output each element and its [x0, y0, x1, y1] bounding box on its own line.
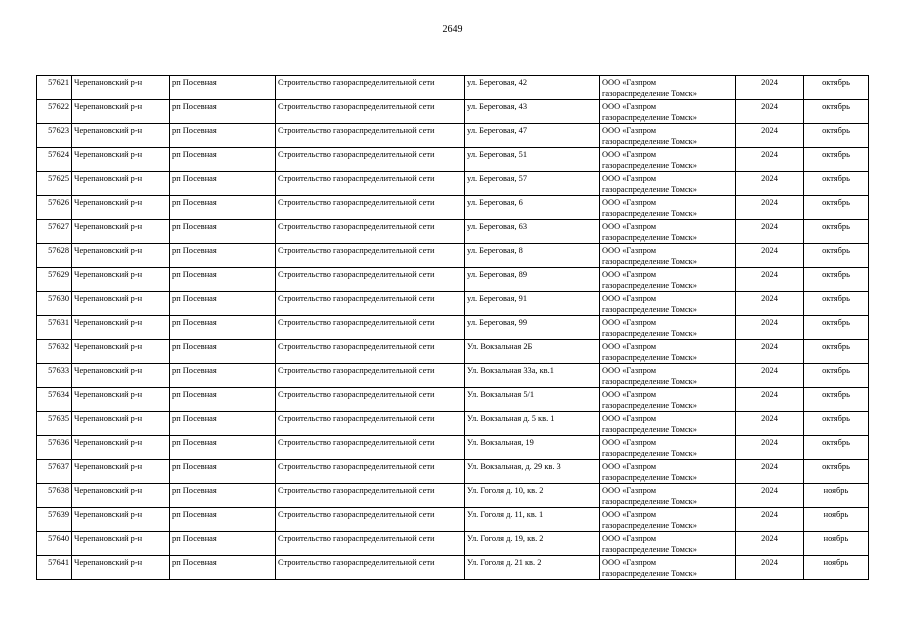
cell-work-type: Строительство газораспределительной сети	[276, 388, 465, 412]
cell-district: Черепановский р-н	[72, 172, 170, 196]
org-line-1: ООО «Газпром	[602, 102, 657, 111]
cell-number: 57628	[37, 244, 72, 268]
cell-month: октябрь	[804, 148, 869, 172]
org-line-1: ООО «Газпром	[602, 270, 657, 279]
cell-address: ул. Береговая, 91	[465, 292, 600, 316]
cell-month: ноябрь	[804, 556, 869, 580]
cell-settlement: рп Посевная	[170, 388, 276, 412]
cell-organization	[600, 484, 736, 508]
org-line-2: газораспределение Томск»	[602, 233, 697, 242]
cell-district: Черепановский р-н	[72, 316, 170, 340]
cell-organization	[600, 148, 736, 172]
cell-month: октябрь	[804, 244, 869, 268]
cell-address: ул. Береговая, 51	[465, 148, 600, 172]
cell-year: 2024	[736, 244, 804, 268]
cell-address: Ул. Вокзальная 5/1	[465, 388, 600, 412]
table-row	[37, 508, 869, 532]
cell-settlement: рп Посевная	[170, 484, 276, 508]
cell-number: 57634	[37, 388, 72, 412]
cell-month: октябрь	[804, 124, 869, 148]
cell-month: октябрь	[804, 364, 869, 388]
org-line-2: газораспределение Томск»	[602, 497, 697, 506]
cell-settlement: рп Посевная	[170, 100, 276, 124]
org-line-2: газораспределение Томск»	[602, 113, 697, 122]
table-body	[37, 76, 869, 580]
cell-month: ноябрь	[804, 508, 869, 532]
cell-settlement: рп Посевная	[170, 436, 276, 460]
cell-address: Ул. Гоголя д. 10, кв. 2	[465, 484, 600, 508]
org-line-1: ООО «Газпром	[602, 246, 657, 255]
cell-number: 57621	[37, 76, 72, 100]
cell-year: 2024	[736, 364, 804, 388]
table-row	[37, 412, 869, 436]
cell-organization	[600, 124, 736, 148]
org-line-1: ООО «Газпром	[602, 78, 657, 87]
cell-settlement: рп Посевная	[170, 364, 276, 388]
cell-settlement: рп Посевная	[170, 220, 276, 244]
cell-year: 2024	[736, 508, 804, 532]
cell-settlement: рп Посевная	[170, 532, 276, 556]
cell-district: Черепановский р-н	[72, 484, 170, 508]
cell-work-type: Строительство газораспределительной сети	[276, 460, 465, 484]
cell-organization	[600, 340, 736, 364]
cell-year: 2024	[736, 388, 804, 412]
cell-number: 57637	[37, 460, 72, 484]
cell-district: Черепановский р-н	[72, 532, 170, 556]
table-row	[37, 364, 869, 388]
cell-month: ноябрь	[804, 484, 869, 508]
cell-district: Черепановский р-н	[72, 508, 170, 532]
cell-settlement: рп Посевная	[170, 508, 276, 532]
cell-address: ул. Береговая, 99	[465, 316, 600, 340]
org-line-2: газораспределение Томск»	[602, 305, 697, 314]
cell-number: 57629	[37, 268, 72, 292]
org-line-2: газораспределение Томск»	[602, 401, 697, 410]
table-row	[37, 316, 869, 340]
cell-district: Черепановский р-н	[72, 436, 170, 460]
org-line-1: ООО «Газпром	[602, 150, 657, 159]
cell-address: ул. Береговая, 63	[465, 220, 600, 244]
cell-work-type: Строительство газораспределительной сети	[276, 532, 465, 556]
cell-district: Черепановский р-н	[72, 76, 170, 100]
registry-table	[36, 75, 869, 580]
cell-year: 2024	[736, 196, 804, 220]
table-row	[37, 292, 869, 316]
org-line-2: газораспределение Томск»	[602, 185, 697, 194]
org-line-1: ООО «Газпром	[602, 222, 657, 231]
org-line-2: газораспределение Томск»	[602, 161, 697, 170]
org-line-1: ООО «Газпром	[602, 558, 657, 567]
cell-year: 2024	[736, 76, 804, 100]
org-line-2: газораспределение Томск»	[602, 473, 697, 482]
cell-address: Ул. Гоголя д. 19, кв. 2	[465, 532, 600, 556]
org-line-1: ООО «Газпром	[602, 294, 657, 303]
cell-month: октябрь	[804, 292, 869, 316]
cell-number: 57641	[37, 556, 72, 580]
cell-organization	[600, 388, 736, 412]
table-row	[37, 340, 869, 364]
cell-month: октябрь	[804, 460, 869, 484]
org-line-2: газораспределение Томск»	[602, 425, 697, 434]
org-line-1: ООО «Газпром	[602, 390, 657, 399]
cell-district: Черепановский р-н	[72, 388, 170, 412]
cell-organization	[600, 268, 736, 292]
cell-address: ул. Береговая, 8	[465, 244, 600, 268]
cell-organization	[600, 556, 736, 580]
cell-year: 2024	[736, 412, 804, 436]
cell-year: 2024	[736, 316, 804, 340]
cell-district: Черепановский р-н	[72, 364, 170, 388]
cell-district: Черепановский р-н	[72, 124, 170, 148]
org-line-2: газораспределение Томск»	[602, 209, 697, 218]
cell-month: октябрь	[804, 412, 869, 436]
cell-month: ноябрь	[804, 532, 869, 556]
cell-settlement: рп Посевная	[170, 556, 276, 580]
cell-district: Черепановский р-н	[72, 460, 170, 484]
org-line-1: ООО «Газпром	[602, 126, 657, 135]
cell-month: октябрь	[804, 436, 869, 460]
cell-month: октябрь	[804, 220, 869, 244]
org-line-1: ООО «Газпром	[602, 510, 657, 519]
cell-year: 2024	[736, 436, 804, 460]
table-row	[37, 460, 869, 484]
cell-district: Черепановский р-н	[72, 148, 170, 172]
table-row	[37, 556, 869, 580]
table-row	[37, 532, 869, 556]
cell-organization	[600, 76, 736, 100]
table-row	[37, 100, 869, 124]
cell-month: октябрь	[804, 388, 869, 412]
cell-work-type: Строительство газораспределительной сети	[276, 316, 465, 340]
cell-settlement: рп Посевная	[170, 76, 276, 100]
org-line-2: газораспределение Томск»	[602, 449, 697, 458]
org-line-1: ООО «Газпром	[602, 366, 657, 375]
cell-number: 57622	[37, 100, 72, 124]
cell-organization	[600, 508, 736, 532]
cell-settlement: рп Посевная	[170, 340, 276, 364]
cell-district: Черепановский р-н	[72, 244, 170, 268]
org-line-1: ООО «Газпром	[602, 438, 657, 447]
org-line-1: ООО «Газпром	[602, 342, 657, 351]
cell-settlement: рп Посевная	[170, 460, 276, 484]
org-line-2: газораспределение Томск»	[602, 545, 697, 554]
cell-year: 2024	[736, 124, 804, 148]
cell-address: ул. Береговая, 89	[465, 268, 600, 292]
cell-work-type: Строительство газораспределительной сети	[276, 436, 465, 460]
cell-number: 57636	[37, 436, 72, 460]
cell-organization	[600, 292, 736, 316]
table-row	[37, 388, 869, 412]
cell-address: Ул. Гоголя д. 21 кв. 2	[465, 556, 600, 580]
cell-address: ул. Береговая, 43	[465, 100, 600, 124]
cell-work-type: Строительство газораспределительной сети	[276, 556, 465, 580]
cell-year: 2024	[736, 148, 804, 172]
org-line-1: ООО «Газпром	[602, 534, 657, 543]
cell-settlement: рп Посевная	[170, 148, 276, 172]
cell-work-type: Строительство газораспределительной сети	[276, 268, 465, 292]
table-row	[37, 76, 869, 100]
table-row	[37, 124, 869, 148]
org-line-2: газораспределение Томск»	[602, 377, 697, 386]
cell-number: 57624	[37, 148, 72, 172]
cell-work-type: Строительство газораспределительной сети	[276, 76, 465, 100]
cell-month: октябрь	[804, 268, 869, 292]
org-line-2: газораспределение Томск»	[602, 257, 697, 266]
table-row	[37, 436, 869, 460]
cell-year: 2024	[736, 532, 804, 556]
cell-work-type: Строительство газораспределительной сети	[276, 292, 465, 316]
cell-year: 2024	[736, 484, 804, 508]
cell-work-type: Строительство газораспределительной сети	[276, 340, 465, 364]
cell-settlement: рп Посевная	[170, 244, 276, 268]
cell-district: Черепановский р-н	[72, 220, 170, 244]
cell-district: Черепановский р-н	[72, 292, 170, 316]
cell-number: 57626	[37, 196, 72, 220]
org-line-2: газораспределение Томск»	[602, 353, 697, 362]
cell-address: Ул. Вокзальная 2Б	[465, 340, 600, 364]
cell-district: Черепановский р-н	[72, 556, 170, 580]
table-row	[37, 148, 869, 172]
cell-year: 2024	[736, 172, 804, 196]
cell-work-type: Строительство газораспределительной сети	[276, 484, 465, 508]
cell-number: 57625	[37, 172, 72, 196]
cell-work-type: Строительство газораспределительной сети	[276, 148, 465, 172]
cell-district: Черепановский р-н	[72, 196, 170, 220]
cell-work-type: Строительство газораспределительной сети	[276, 172, 465, 196]
cell-year: 2024	[736, 340, 804, 364]
cell-month: октябрь	[804, 76, 869, 100]
cell-year: 2024	[736, 100, 804, 124]
cell-number: 57632	[37, 340, 72, 364]
cell-district: Черепановский р-н	[72, 340, 170, 364]
org-line-2: газораспределение Томск»	[602, 521, 697, 530]
cell-address: Ул. Вокзальная 33а, кв.1	[465, 364, 600, 388]
table-row	[37, 244, 869, 268]
org-line-1: ООО «Газпром	[602, 486, 657, 495]
cell-month: октябрь	[804, 340, 869, 364]
table-row	[37, 172, 869, 196]
cell-work-type: Строительство газораспределительной сети	[276, 100, 465, 124]
org-line-1: ООО «Газпром	[602, 198, 657, 207]
cell-settlement: рп Посевная	[170, 124, 276, 148]
cell-number: 57635	[37, 412, 72, 436]
org-line-1: ООО «Газпром	[602, 174, 657, 183]
cell-work-type: Строительство газораспределительной сети	[276, 508, 465, 532]
cell-address: ул. Береговая, 47	[465, 124, 600, 148]
cell-organization	[600, 100, 736, 124]
cell-number: 57639	[37, 508, 72, 532]
cell-work-type: Строительство газораспределительной сети	[276, 364, 465, 388]
cell-year: 2024	[736, 292, 804, 316]
cell-organization	[600, 172, 736, 196]
cell-address: Ул. Вокзальная, д. 29 кв. 3	[465, 460, 600, 484]
cell-address: Ул. Вокзальная, 19	[465, 436, 600, 460]
cell-settlement: рп Посевная	[170, 316, 276, 340]
cell-number: 57627	[37, 220, 72, 244]
org-line-1: ООО «Газпром	[602, 414, 657, 423]
cell-organization	[600, 412, 736, 436]
table-row	[37, 484, 869, 508]
org-line-1: ООО «Газпром	[602, 462, 657, 471]
cell-address: ул. Береговая, 57	[465, 172, 600, 196]
cell-month: октябрь	[804, 172, 869, 196]
cell-settlement: рп Посевная	[170, 172, 276, 196]
cell-district: Черепановский р-н	[72, 268, 170, 292]
table-row	[37, 220, 869, 244]
org-line-2: газораспределение Томск»	[602, 89, 697, 98]
cell-number: 57640	[37, 532, 72, 556]
cell-work-type: Строительство газораспределительной сети	[276, 244, 465, 268]
org-line-1: ООО «Газпром	[602, 318, 657, 327]
org-line-2: газораспределение Томск»	[602, 137, 697, 146]
cell-organization	[600, 316, 736, 340]
cell-settlement: рп Посевная	[170, 292, 276, 316]
table-row	[37, 196, 869, 220]
cell-address: Ул. Вокзальная д. 5 кв. 1	[465, 412, 600, 436]
cell-organization	[600, 220, 736, 244]
cell-year: 2024	[736, 556, 804, 580]
cell-organization	[600, 460, 736, 484]
page-number: 2649	[442, 24, 463, 35]
cell-number: 57633	[37, 364, 72, 388]
cell-year: 2024	[736, 220, 804, 244]
cell-organization	[600, 364, 736, 388]
cell-year: 2024	[736, 460, 804, 484]
cell-number: 57631	[37, 316, 72, 340]
cell-month: октябрь	[804, 100, 869, 124]
cell-work-type: Строительство газораспределительной сети	[276, 196, 465, 220]
cell-work-type: Строительство газораспределительной сети	[276, 124, 465, 148]
cell-organization	[600, 244, 736, 268]
cell-district: Черепановский р-н	[72, 100, 170, 124]
cell-year: 2024	[736, 268, 804, 292]
cell-month: октябрь	[804, 196, 869, 220]
cell-organization	[600, 532, 736, 556]
cell-number: 57638	[37, 484, 72, 508]
cell-organization	[600, 436, 736, 460]
cell-work-type: Строительство газораспределительной сети	[276, 220, 465, 244]
cell-number: 57623	[37, 124, 72, 148]
cell-address: ул. Береговая, 42	[465, 76, 600, 100]
cell-address: ул. Береговая, 6	[465, 196, 600, 220]
org-line-2: газораспределение Томск»	[602, 281, 697, 290]
cell-settlement: рп Посевная	[170, 268, 276, 292]
cell-organization	[600, 196, 736, 220]
cell-month: октябрь	[804, 316, 869, 340]
cell-settlement: рп Посевная	[170, 196, 276, 220]
cell-address: Ул. Гоголя д. 11, кв. 1	[465, 508, 600, 532]
org-line-2: газораспределение Томск»	[602, 569, 697, 578]
cell-work-type: Строительство газораспределительной сети	[276, 412, 465, 436]
cell-number: 57630	[37, 292, 72, 316]
cell-settlement: рп Посевная	[170, 412, 276, 436]
org-line-2: газораспределение Томск»	[602, 329, 697, 338]
table-row	[37, 268, 869, 292]
cell-district: Черепановский р-н	[72, 412, 170, 436]
